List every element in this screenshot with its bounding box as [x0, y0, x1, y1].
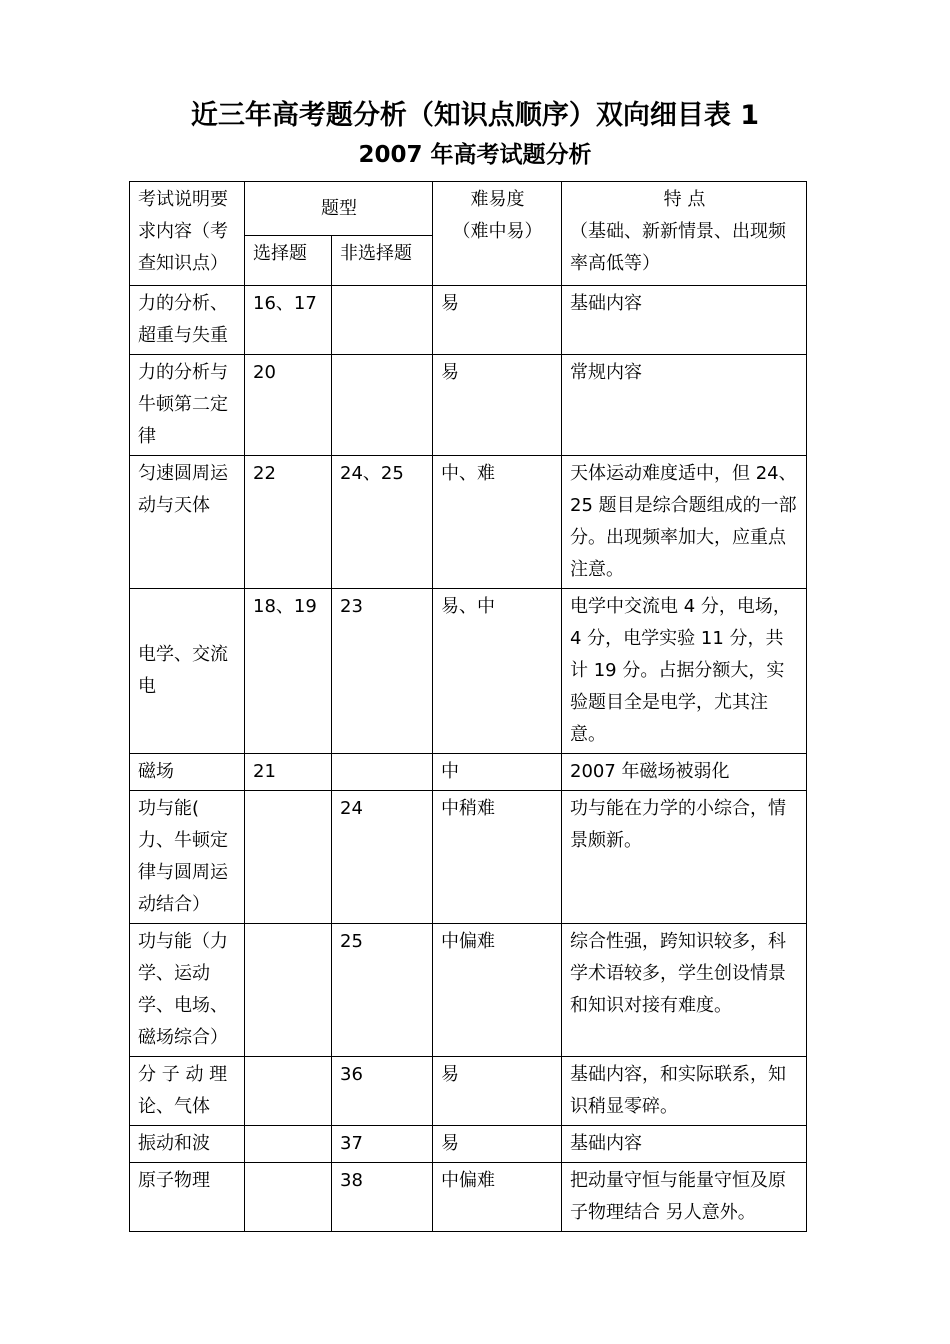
table-row [130, 924, 807, 1057]
table-row [130, 791, 807, 924]
cell-difficulty: 中、难 [433, 456, 562, 589]
header-nonchoice: 非选择题 [332, 236, 433, 286]
cell-nonchoice: 36 [332, 1057, 433, 1126]
table-row [130, 1126, 807, 1163]
cell-feature: 把动量守恒与能量守恒及原子物理结合 另人意外。 [562, 1163, 807, 1232]
cell-choice [245, 1057, 332, 1126]
cell-nonchoice [332, 754, 433, 791]
cell-difficulty: 中稍难 [433, 791, 562, 924]
table-row [130, 456, 807, 589]
cell-feature: 功与能在力学的小综合，情景颇新。 [562, 791, 807, 924]
cell-nonchoice [332, 355, 433, 456]
cell-choice: 22 [245, 456, 332, 589]
table-row [130, 286, 807, 355]
cell-feature: 基础内容，和实际联系，知识稍显零碎。 [562, 1057, 807, 1126]
cell-difficulty: 易 [433, 1126, 562, 1163]
table-header-row [130, 182, 807, 236]
cell-feature: 基础内容 [562, 1126, 807, 1163]
document-title: 近三年高考题分析（知识点顺序）双向细目表 1 [190, 100, 760, 131]
table-row [130, 589, 807, 754]
cell-topic: 磁场 [130, 754, 245, 791]
cell-choice [245, 924, 332, 1057]
cell-nonchoice: 24 [332, 791, 433, 924]
cell-choice [245, 791, 332, 924]
analysis-table [129, 181, 807, 1232]
header-choice: 选择题 [245, 236, 332, 286]
cell-nonchoice [332, 286, 433, 355]
cell-choice [245, 1126, 332, 1163]
cell-choice: 18、19 [245, 589, 332, 754]
cell-nonchoice: 38 [332, 1163, 433, 1232]
table-row [130, 355, 807, 456]
header-question-type: 题型 [245, 182, 433, 236]
cell-difficulty: 中 [433, 754, 562, 791]
cell-feature: 常规内容 [562, 355, 807, 456]
cell-difficulty: 易、中 [433, 589, 562, 754]
cell-topic: 匀速圆周运动与天体 [130, 456, 245, 589]
cell-topic: 力的分析与牛顿第二定律 [130, 355, 245, 456]
cell-choice: 21 [245, 754, 332, 791]
header-topic: 考试说明要求内容（考查知识点） [130, 182, 245, 286]
cell-choice [245, 1163, 332, 1232]
cell-choice: 16、17 [245, 286, 332, 355]
cell-nonchoice: 23 [332, 589, 433, 754]
cell-feature: 综合性强，跨知识较多，科学术语较多，学生创设情景和知识对接有难度。 [562, 924, 807, 1057]
header-feature-label: 特 点 [663, 189, 706, 210]
cell-topic: 电学、交流电 [130, 589, 245, 754]
cell-nonchoice: 25 [332, 924, 433, 1057]
header-difficulty [433, 182, 562, 286]
document-subtitle: 2007 年高考试题分析 [358, 142, 592, 168]
cell-difficulty: 中偏难 [433, 924, 562, 1057]
cell-difficulty: 易 [433, 286, 562, 355]
cell-topic: 振动和波 [130, 1126, 245, 1163]
cell-difficulty: 中偏难 [433, 1163, 562, 1232]
cell-topic: 原子物理 [130, 1163, 245, 1232]
cell-topic: 功与能( 力、牛顿定律与圆周运动结合） [130, 791, 245, 924]
table-row [130, 754, 807, 791]
cell-topic: 功与能（力学、运动学、电场、磁场综合） [130, 924, 245, 1057]
header-difficulty-label: 难易度 [470, 189, 525, 210]
cell-feature: 基础内容 [562, 286, 807, 355]
cell-choice: 20 [245, 355, 332, 456]
cell-nonchoice: 37 [332, 1126, 433, 1163]
table-row [130, 1163, 807, 1232]
table-row [130, 1057, 807, 1126]
cell-topic: 分 子 动 理论、气体 [130, 1057, 245, 1126]
cell-nonchoice: 24、25 [332, 456, 433, 589]
cell-feature: 电学中交流电 4 分，电场，4 分，电学实验 11 分，共计 19 分。占据分额大，实验题目全是电学，尤其注意。 [562, 589, 807, 754]
cell-topic: 力的分析、超重与失重 [130, 286, 245, 355]
cell-feature: 天体运动难度适中，但 24、25 题目是综合题组成的一部分。出现频率加大，应重点注意。 [562, 456, 807, 589]
cell-feature: 2007 年磁场被弱化 [562, 754, 807, 791]
header-difficulty-note: （难中易） [452, 221, 543, 242]
header-feature [562, 182, 807, 286]
header-feature-note: （基础、新新情景、出现频率高低等） [570, 221, 786, 274]
cell-difficulty: 易 [433, 355, 562, 456]
cell-difficulty: 易 [433, 1057, 562, 1126]
